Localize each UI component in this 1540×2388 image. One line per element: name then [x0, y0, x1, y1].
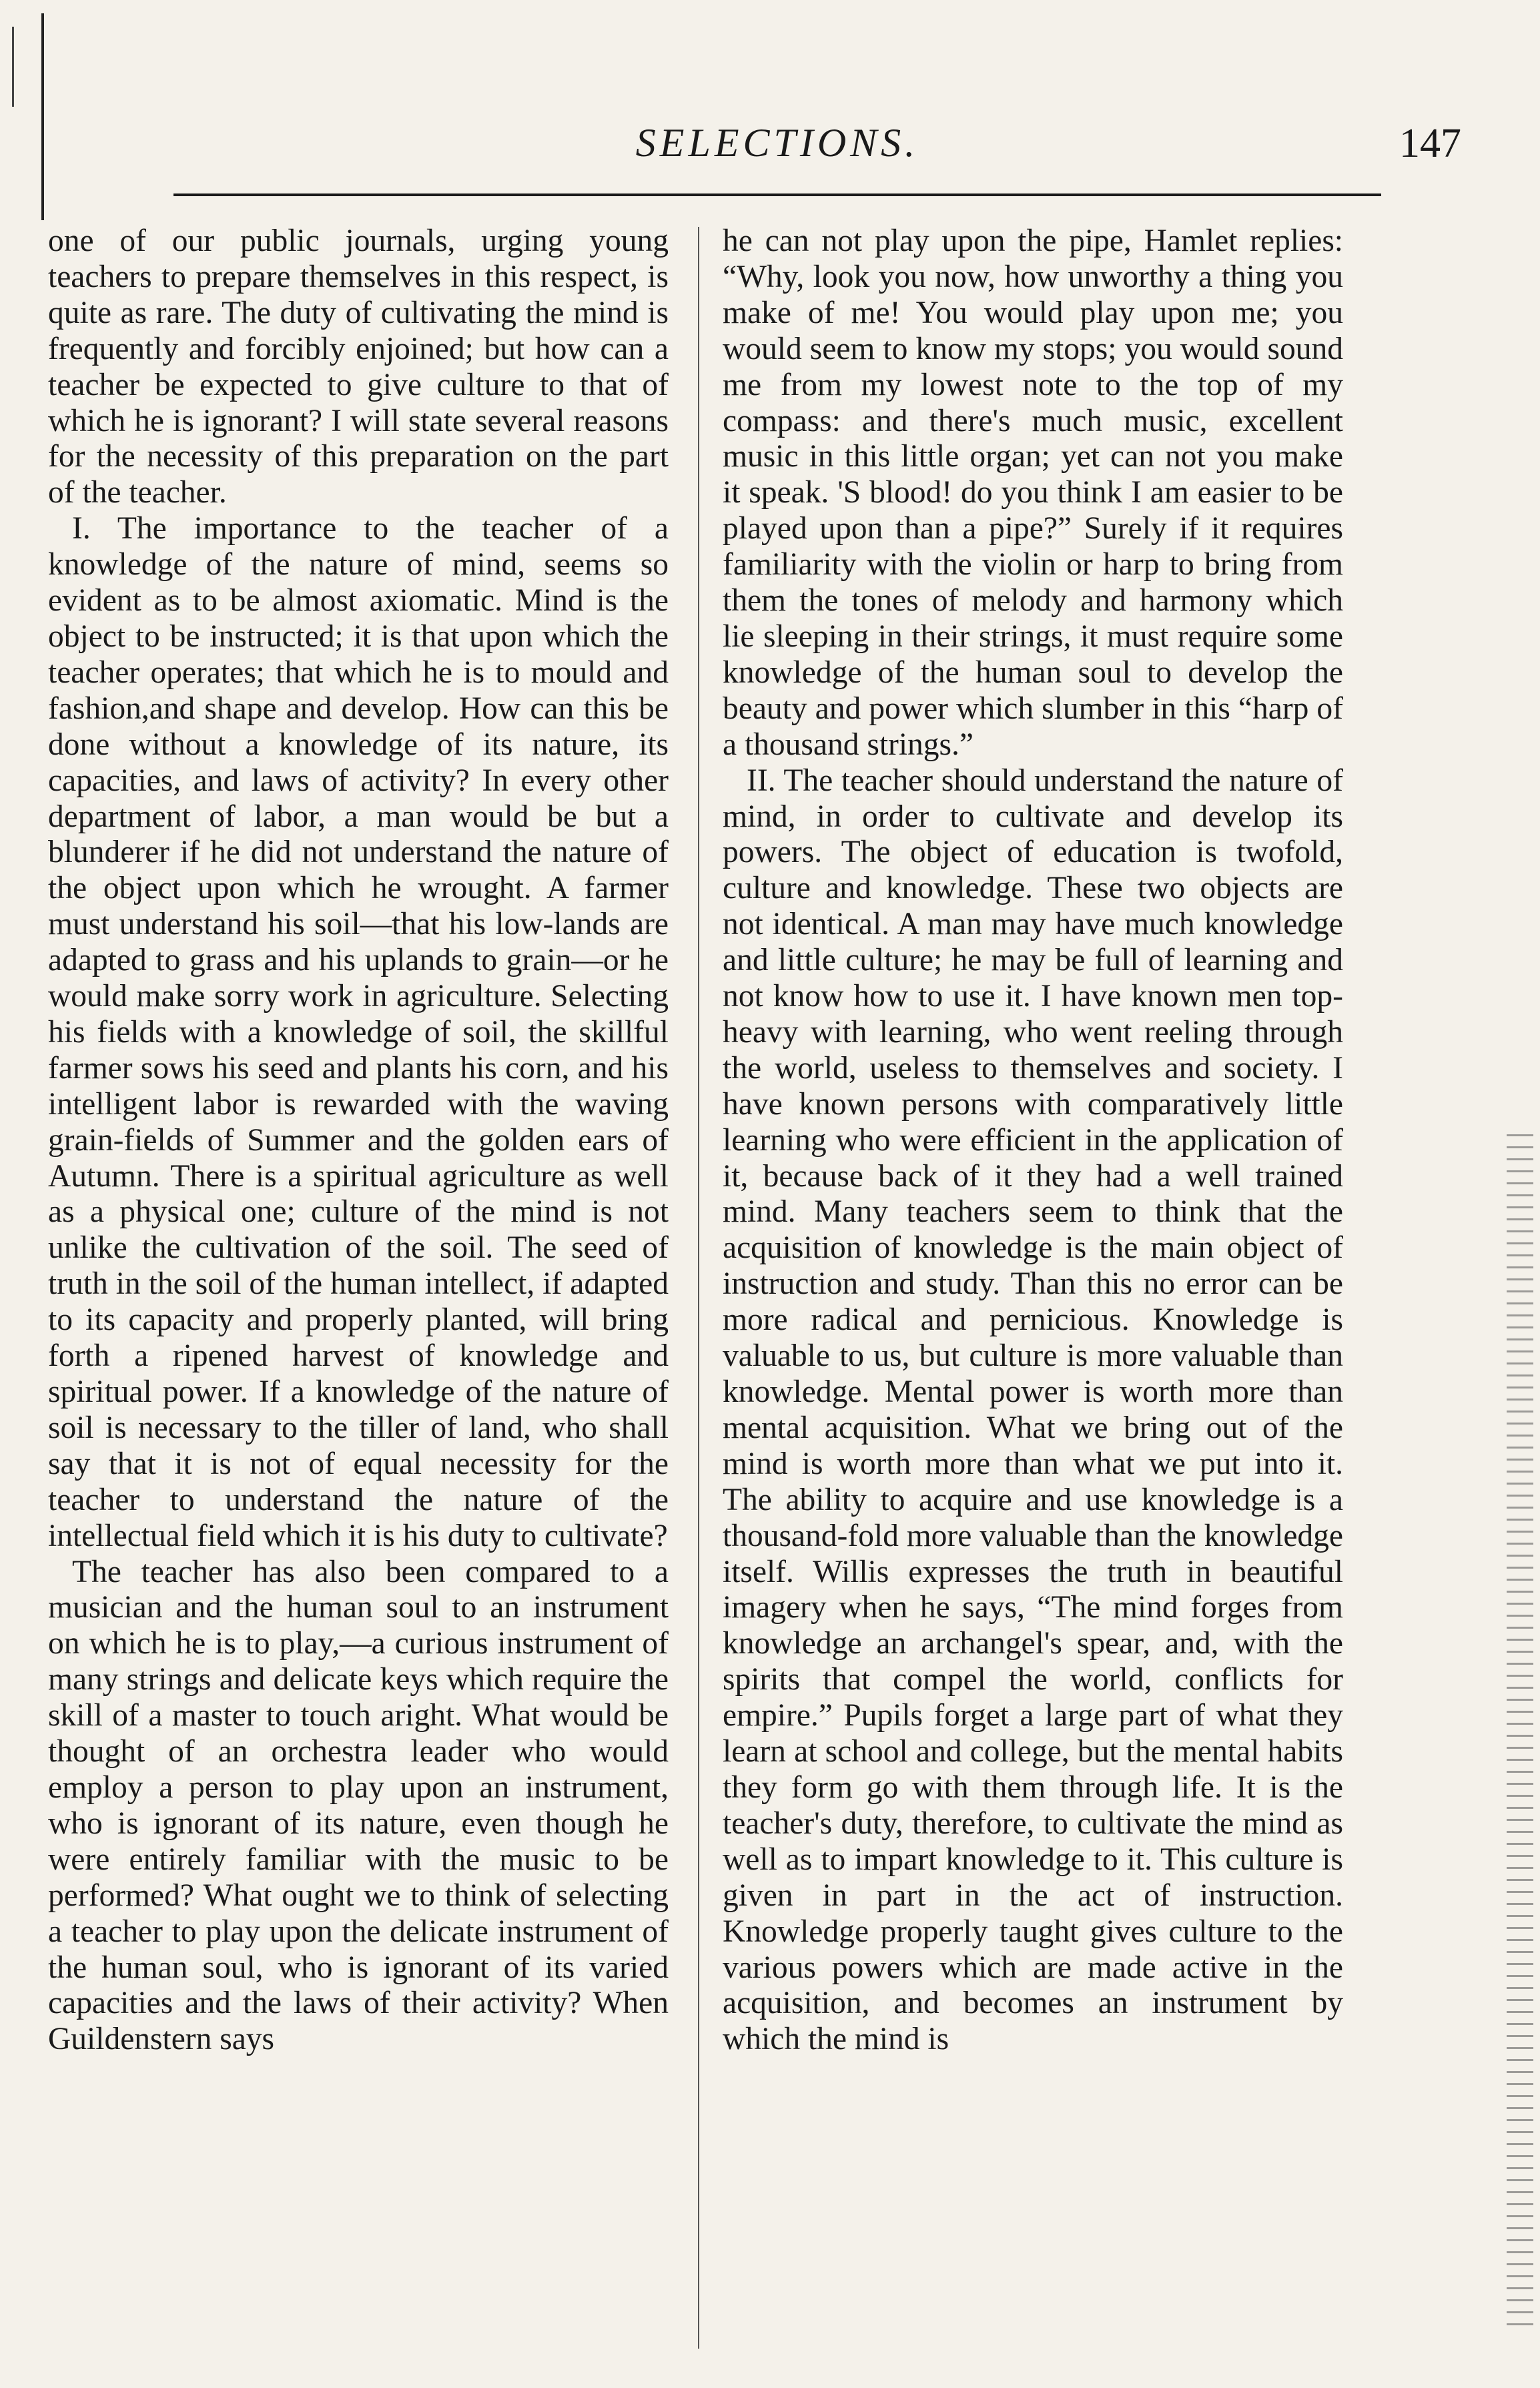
right-column: [723, 224, 1343, 2058]
header-rule: [173, 193, 1381, 196]
right-paragraph-1: he can not play upon the pipe, Hamlet replies: “Why, look you now, how unworthy a thing you make of me! You would play upon me; you would seem to know my stops; you would sound me from my lowest note to the top of my compass: and there's much music, excellent music in this little organ; yet can not you make it speak. 'S blood! do you think I am easier to be played upon than a pipe?” Surely if it requires familiarity with the violin or harp to bring from them the tones of melody and harmony which lie sleeping in their strings, it must require some knowledge of the human soul to develop the beauty and power which slumber in this “harp of a thousand strings.”: [723, 224, 1343, 762]
left-paragraph-2: I. The importance to the teacher of a knowledge of the nature of mind, seems so evident as to be almost axiomatic. Mind is the object to be instructed; it is that upon which the teacher operates; that which he is to mould and fashion,and shape and develop. How can this be done without a knowledge of its nature, its capacities, and laws of activity? In every other department of labor, a man would be but a blunderer if he did not understand the nature of the object upon which he wrought. A farmer must understand his soil—that his low-lands are adapted to grass and his uplands to grain—or he would make sorry work in agriculture. Selecting his fields with a knowledge of soil, the skillful farmer sows his seed and plants his corn, and his intelligent labor is rewarded with the waving grain-fields of Summer and the golden ears of Autumn. There is a spiritual agriculture as well as a physical one; culture of the mind is not unlike the cultivation of the soil. The seed of truth in the soil of the human intellect, if adapted to its capacity and properly planted, will bring forth a ripened harvest of knowledge and spiritual power. If a knowledge of the nature of soil is necessary to the tiller of land, who shall say that it is not of equal necessity for the teacher to understand the nature of the intellectual field which it is his duty to cultivate?: [48, 511, 669, 1553]
column-divider: [698, 227, 699, 2349]
page-number: 147: [1399, 121, 1461, 166]
page-edge-rule: [41, 13, 44, 220]
running-title: SELECTIONS.: [635, 121, 919, 165]
page-edge-mark: [12, 27, 14, 107]
left-paragraph-3: The teacher has also been compared to a musician and the human soul to an instrument on which he is to play,—a curious instrument of many strings and delicate keys which require the skill of a master to touch aright. What would be thought of an orchestra leader who would employ a person to play upon an instrument, who is ignorant of its nature, even though he were entirely familiar with the music to be performed? What ought we to think of selecting a teacher to play upon the delicate instrument of the human soul, who is ignorant of its varied capacities and the laws of their activity? When Guildenstern says: [48, 1554, 669, 2057]
left-column: [48, 224, 669, 2058]
left-paragraph-1: one of our public journals, urging young teachers to prepare themselves in this respect, is quite as rare. The duty of cultivating the mind is frequently and forcibly enjoined; but how can a teacher be expected to give culture to that of which he is ignorant? I will state several reasons for the necessity of this preparation on the part of the teacher.: [48, 224, 669, 510]
page-edge-texture: [1507, 1134, 1533, 2335]
page-header: [93, 120, 1461, 173]
right-paragraph-2: II. The teacher should understand the nature of mind, in order to cultivate and develop its powers. The object of education is twofold, culture and knowledge. These two objects are not identical. A man may have much knowledge and little culture; he may be full of learning and not know how to use it. I have known men top-heavy with learning, who went reeling through the world, useless to themselves and society. I have known persons with comparatively little learning who were efficient in the application of it, because back of it they had a well trained mind. Many teachers seem to think that the acquisition of knowledge is the main object of instruction and study. Than this no error can be more radical and pernicious. Knowledge is valuable to us, but culture is more valuable than knowledge. Mental power is worth more than mental acquisition. What we bring out of the mind is worth more than what we put into it. The ability to acquire and use knowledge is a thousand-fold more valuable than the knowledge itself. Willis expresses the truth in beautiful imagery when he says, “The mind forges from knowledge an archangel's spear, and, with the spirits that compel the world, conflicts for empire.” Pupils forget a large part of what they learn at school and college, but the mental habits they form go with them through life. It is the teacher's duty, therefore, to cultivate the mind as well as to impart knowledge to it. This culture is given in part in the act of instruction. Knowledge properly taught gives culture to the various powers which are made active in the acquisition, and becomes an instrument by which the mind is: [723, 763, 1343, 2057]
